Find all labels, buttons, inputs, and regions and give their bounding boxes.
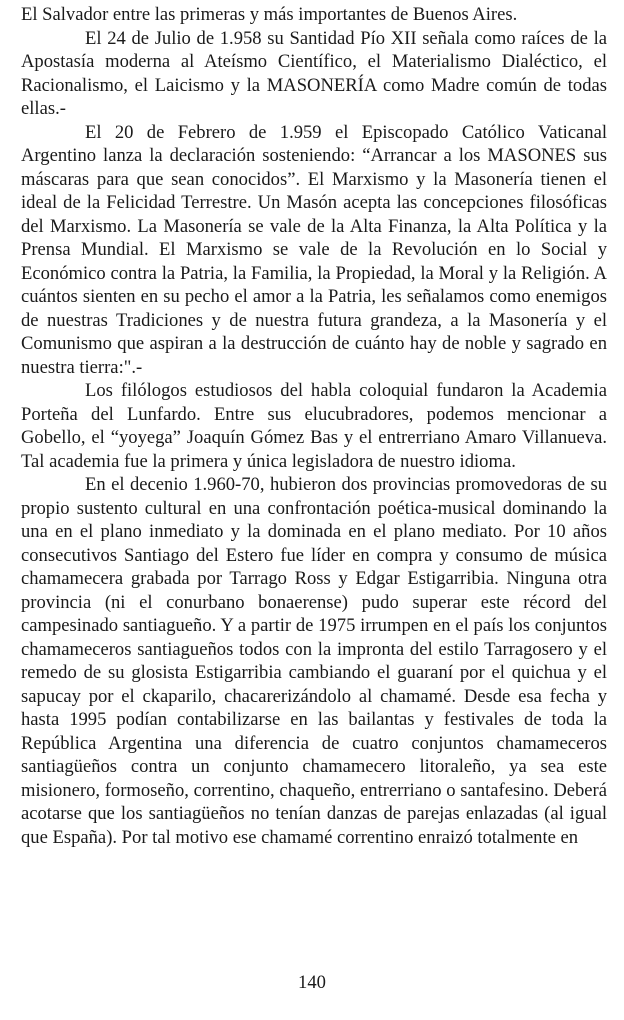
page-number: 140 <box>298 972 326 993</box>
paragraph-2: El 24 de Julio de 1.958 su Santidad Pío XII señala como raíces de la Apostasía moderna al Ateísmo Científico, el Materialismo Dialéctico, el Racionalismo, el Laicismo y la MASONERÍA como Madre común de todas ellas.- <box>21 27 607 119</box>
paragraph-5: En el decenio 1.960-70, hubieron dos provincias promovedoras de su propio sustento cultural en una confrontación poética-musical dominando la una en el plano inmediato y la dominada en el plano mediato. Por 10 años consecutivos Santiago del Estero fue líder en compra y consumo de música chamamecera grabada por Tarrago Ross y Edgar Estigarribia. Ninguna otra provincia (ni el conurbano bonaerense) pudo superar este récord del campesinado santiagueño. Y a partir de 1975 irrumpen en el país los conjuntos chamameceros santiagueños todos con la impronta del estilo Tarragosero y el remedo de su glosista Estigarribia cambiando el guaraní por el quichua y el sapucay por el ckaparilo, chacarerizándolo al chamamé. Desde esa fecha y hasta 1995 podían contabilizarse en las bailantas y festivales de toda la República Argentina una diferencia de cuatro conjuntos chamameceros santiagüeños contra un conjunto chamamecero litoraleño, ya sea este misionero, formoseño, correntino, chaqueño, entrerriano o santafesino. Deberá acotarse que los santiagüeños no tenían danzas de parejas enlazadas (al igual que España). Por tal motivo ese chamamé correntino enraizó totalmente en <box>21 474 607 848</box>
paragraph-1: El Salvador entre las primeras y más importantes de Buenos Aires. <box>21 4 518 25</box>
paragraph-3: El 20 de Febrero de 1.959 el Episcopado Católico Vaticanal Argentino lanza la declaración sosteniendo: “Arrancar a los MASONES sus máscaras para que sean conocidos”. El Marxismo y la Masonería tienen el ideal de la Felicidad Terrestre. Un Masón acepta las concepciones filosóficas del Marxismo. La Masonería se vale de la Alta Finanza, la Alta Política y la Prensa Mundial. El Marxismo se vale de la Revolución en lo Social y Económico contra la Patria, la Familia, la Propiedad, la Moral y la Religión. A cuántos sienten en su pecho el amor a la Patria, les señalamos como enemigos de nuestras Tradiciones y de nuestra futura grandeza, a la Masonería y el Comunismo que aspiran a la destrucción de cuánto hay de noble y sagrado en nuestra tierra:".- <box>21 121 607 378</box>
paragraph-4: Los filólogos estudiosos del habla coloquial fundaron la Academia Porteña del Lunfardo. Entre sus elucubradores, podemos mencionar a Gobello, el “yoyega” Joaquín Gómez Bas y el entrerriano Amaro Villanueva. Tal academia fue la primera y única legisladora de nuestro idioma. <box>21 380 607 472</box>
body-text <box>21 3 607 849</box>
